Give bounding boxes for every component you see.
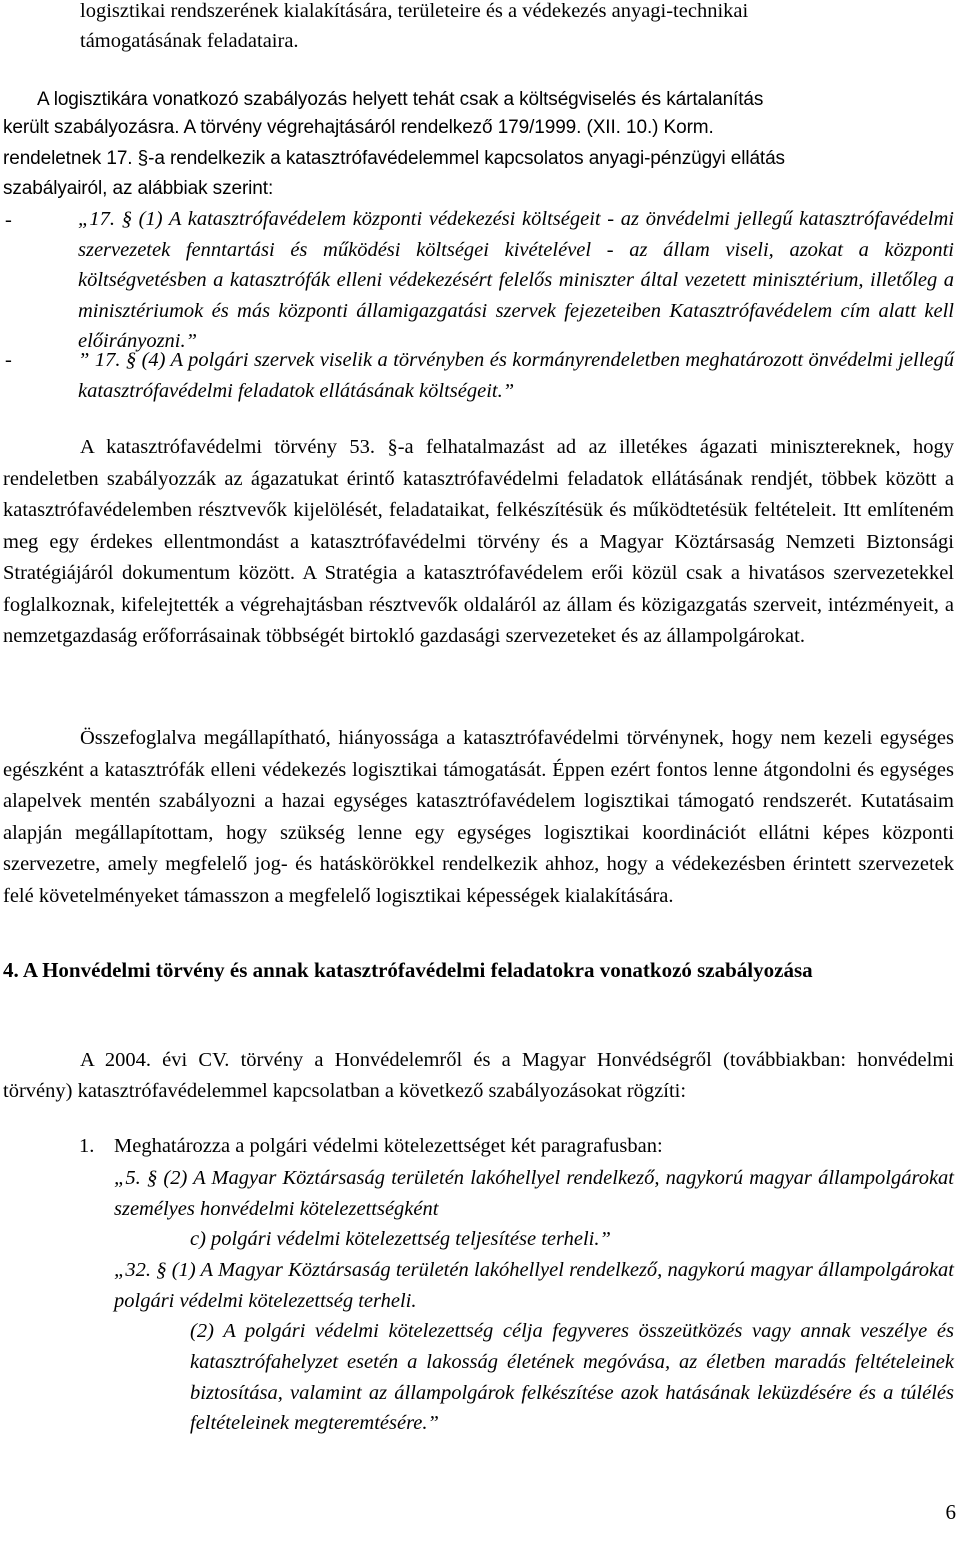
- page-number: 6: [945, 1500, 956, 1524]
- list-item-1-text: Meghatározza a polgári védelmi kötelezettséget két paragrafusban:: [114, 1135, 663, 1157]
- korm-line-1: A logisztikára vonatkozó szabályozás helyett tehát csak a költségviselés és kártalanítás: [37, 89, 764, 110]
- korm-line-3: rendeletnek 17. §-a rendelkezik a katasztrófavédelemmel kapcsolatos anyagi-pénzügyi ellátás: [3, 148, 785, 169]
- quote-5-2-point-c: c) polgári védelmi kötelezettség teljesítése terheli.”: [190, 1228, 611, 1250]
- quote-5-2: „5. § (2) A Magyar Köztársaság területén lakóhellyel rendelkező, nagykorú magyar állampolgárokat személyes honvédelmi kötelezettségként: [114, 1167, 954, 1220]
- quote-32-2: (2) A polgári védelmi kötelezettség célja fegyveres összeütközés vagy annak veszélye és katasztrófahelyzet esetén a lakosság életének megóvása, az életben maradás feltételeinek biztosítása, valamint az állampolgárok felkészítése azok hatásának leküzdésére és a túlélés feltételeinek megteremtésére.”: [190, 1320, 954, 1435]
- intro-line-2: támogatásának feladataira.: [80, 30, 299, 52]
- quote-2-dash: -: [5, 349, 12, 371]
- list-item-1-number: 1.: [79, 1135, 95, 1157]
- paragraph-53: A katasztrófavédelmi törvény 53. §-a felhatalmazást ad az illetékes ágazati minisztereknek, hogy rendeletben szabályozzák az ágazatukat érintő katasztrófavédelmi feladatok ellátásának rendjét, többek között a katasztrófavédelemben résztvevők kijelölését, feladataikat, felkészítésük és működtetésük feltételeit. Itt említeném meg egy érdekes ellentmondást a katasztrófavédelmi törvény és a Magyar Köztársaság Nemzeti Biztonsági Stratégiájáról dokumentum között. A Stratégia a katasztrófavédelem erői közül csak a hivatásos szervezetekkel foglalkoznak, kifelejtették a végrehajtásban résztvevők oldaláról az állam és közigazgatás szerveit, intézményeit, a nemzetgazdaság erőforrásainak többségét birtokló gazdasági szervezeteket és az állampolgárokat.: [3, 436, 954, 647]
- quote-17-1: „17. § (1) A katasztrófavédelem központi védekezési költségeit - az önvédelmi jellegű katasztrófavédelmi szervezetek fenntartási és működési költségei kivételével - az állam viseli, azokat a központi költségvetésben a katasztrófák elleni védekezésért felelős miniszter által vezetett minisztérium, illetőleg a minisztériumok és más központi államigazgatási szervek fejezeteiben Katasztrófavédelem cím alatt kell előirányozni.”: [78, 208, 954, 353]
- section-heading: 4. A Honvédelmi törvény és annak katasztrófavédelmi feladatokra vonatkozó szabályozása: [3, 958, 813, 982]
- quote-17-4: ” 17. § (4) A polgári szervek viselik a törvényben és kormányrendeletben meghatározott önvédelmi jellegű katasztrófavédelmi feladatok ellátásának költségeit.”: [78, 349, 954, 402]
- korm-line-2: került szabályozásra. A törvény végrehajtásáról rendelkező 179/1999. (XII. 10.) Korm.: [3, 117, 714, 138]
- korm-line-4: szabályairól, az alábbiak szerint:: [3, 178, 274, 199]
- paragraph-summary: Összefoglalva megállapítható, hiányossága a katasztrófavédelmi törvénynek, hogy nem kezeli egységes egészként a katasztrófák elleni védekezés logisztikai támogatását. Éppen ezért fontos lenne átgondolni és egységes alapelvek mentén szabályozni a hazai egységes katasztrófavédelem logisztikai támogató rendszerét. Kutatásaim alapján megállapítottam, hogy szükség lenne egy egységes logisztikai koordinációt ellátni képes központi szervezetre, amely megfelelő jog- és hatáskörökkel rendelkezik ahhoz, hogy a védekezésben érintett szervezetek felé követelményeket támasszon a megfelelő logisztikai képességek kialakítására.: [3, 727, 954, 907]
- quote-32-1: „32. § (1) A Magyar Köztársaság területén lakóhellyel rendelkező, nagykorú magyar állampolgárokat polgári védelmi kötelezettség terheli.: [114, 1259, 954, 1312]
- intro-line-1: logisztikai rendszerének kialakítására, területeire és a védekezés anyagi-technikai: [80, 0, 749, 22]
- paragraph-2004: A 2004. évi CV. törvény a Honvédelemről és a Magyar Honvédségről (továbbiakban: honvédelmi törvény) katasztrófavédelemmel kapcsolatban a következő szabályozásokat rögzíti:: [3, 1049, 954, 1102]
- quote-1-dash: -: [5, 209, 12, 231]
